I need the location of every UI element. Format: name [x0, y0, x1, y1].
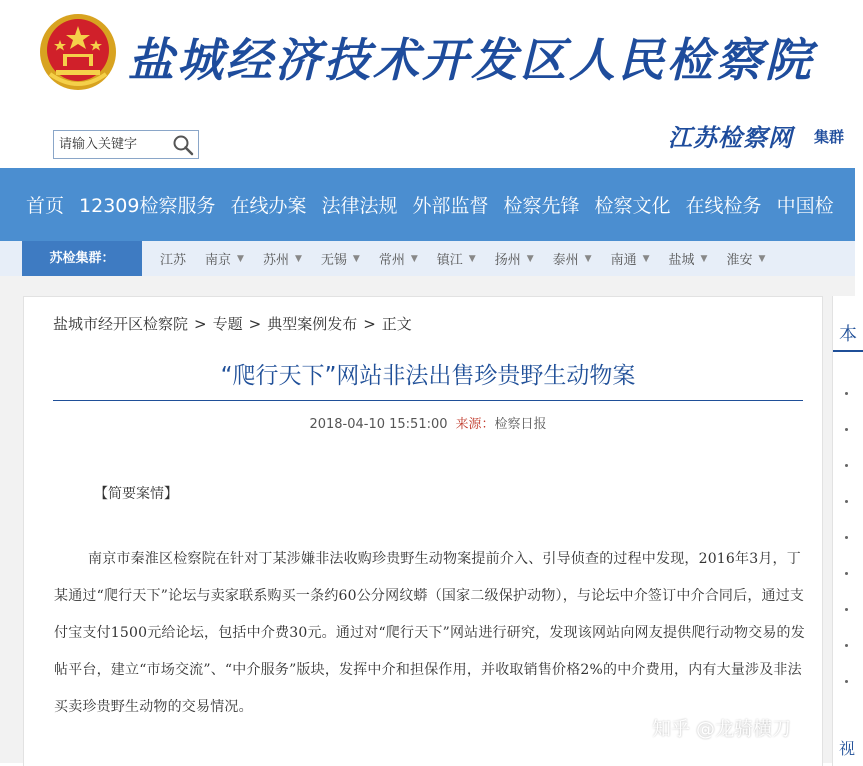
nav-item-china[interactable]: 中国检	[776, 195, 834, 217]
sidebar-divider	[833, 350, 863, 352]
sub-nav-item-zhenjiang[interactable]: 镇江 ▼	[436, 253, 476, 268]
dropdown-arrow-icon: ▼	[758, 253, 766, 264]
dropdown-arrow-icon: ▼	[700, 253, 708, 264]
dropdown-arrow-icon: ▼	[468, 253, 476, 264]
sub-nav-item-taizhou[interactable]: 泰州 ▼	[552, 253, 592, 268]
dropdown-arrow-icon: ▼	[410, 253, 418, 264]
nav-item-online-case[interactable]: 在线办案	[230, 195, 307, 217]
watermark: 知乎 @龙骑横刀	[652, 718, 792, 740]
dropdown-arrow-icon: ▼	[352, 253, 360, 264]
article-source: 检察日报	[494, 417, 547, 432]
sub-nav-item-nantong[interactable]: 南通 ▼	[610, 253, 650, 268]
sub-nav-item-changzhou[interactable]: 常州 ▼	[378, 253, 418, 268]
breadcrumb-item-home[interactable]: 盐城市经开区检察院	[53, 315, 189, 333]
article-meta	[53, 413, 803, 432]
sidebar-list-item[interactable]	[845, 608, 848, 611]
sub-nav-item-nanjing[interactable]: 南京 ▼	[205, 253, 244, 268]
sub-nav-item-huaian[interactable]: 淮安 ▼	[726, 253, 766, 268]
breadcrumb-separator: >	[194, 315, 207, 333]
breadcrumb-separator: >	[363, 315, 376, 333]
site-title: 盐城经济技术开发区人民检察院	[128, 33, 814, 87]
sub-nav-label: 苏检集群：	[22, 241, 142, 276]
sidebar-heading: 本	[839, 324, 857, 345]
article-datetime: 2018-04-10 15:51:00	[309, 417, 448, 432]
nav-item-culture[interactable]: 检察文化	[594, 195, 671, 217]
dropdown-arrow-icon: ▼	[237, 253, 244, 264]
sub-nav-item-yancheng[interactable]: 盐城 ▼	[668, 253, 708, 268]
sidebar-list-item[interactable]	[845, 644, 848, 647]
sidebar-footer-heading: 视	[839, 739, 856, 758]
partner-site-logo[interactable]: 江苏检察网	[668, 123, 793, 152]
dropdown-arrow-icon: ▼	[526, 253, 534, 264]
dropdown-arrow-icon: ▼	[642, 253, 650, 264]
nav-item-12309[interactable]: 12309检察服务	[79, 195, 216, 217]
sidebar-list-item[interactable]	[845, 536, 848, 539]
national-emblem-icon	[38, 12, 118, 92]
breadcrumb-item-topic[interactable]: 专题	[212, 315, 243, 333]
article-panel	[23, 296, 823, 766]
search-icon[interactable]	[172, 134, 194, 156]
sidebar-list-item[interactable]	[845, 392, 848, 395]
dropdown-arrow-icon: ▼	[584, 253, 592, 264]
sub-nav-item-jiangsu[interactable]: 江苏	[160, 253, 187, 268]
article-title: “爬行天下”网站非法出售珍贵野生动物案	[220, 363, 636, 389]
source-label: 来源：	[455, 417, 495, 432]
breadcrumb-item-current: 正文	[381, 315, 412, 333]
nav-item-pioneer[interactable]: 检察先锋	[503, 195, 580, 217]
sub-nav-item-yangzhou[interactable]: 扬州 ▼	[494, 253, 534, 268]
site-header	[0, 0, 855, 168]
right-sidebar	[832, 296, 862, 766]
partner-site-suffix: 集群	[814, 128, 845, 146]
dropdown-arrow-icon: ▼	[294, 253, 302, 264]
title-divider	[53, 400, 803, 401]
breadcrumb	[53, 313, 412, 334]
main-nav	[0, 168, 855, 241]
search-box	[53, 130, 199, 159]
sidebar-list-item[interactable]	[845, 428, 848, 431]
sub-nav-item-suzhou[interactable]: 苏州 ▼	[262, 253, 302, 268]
sub-nav	[0, 241, 855, 276]
nav-item-laws[interactable]: 法律法规	[321, 195, 398, 217]
sidebar-list-item[interactable]	[845, 464, 848, 467]
nav-item-home[interactable]: 首页	[26, 195, 65, 217]
section-heading: 【简要案情】	[94, 486, 178, 502]
nav-item-online-affairs[interactable]: 在线检务	[685, 195, 762, 217]
nav-item-supervision[interactable]: 外部监督	[412, 195, 489, 217]
sub-nav-item-wuxi[interactable]: 无锡 ▼	[320, 253, 360, 268]
sub-nav-items	[160, 241, 784, 276]
breadcrumb-item-cases[interactable]: 典型案例发布	[267, 315, 358, 333]
content-area	[0, 276, 855, 763]
breadcrumb-separator: >	[248, 315, 262, 333]
sidebar-list-item[interactable]	[845, 572, 848, 575]
sidebar-list-item[interactable]	[845, 500, 848, 503]
search-input[interactable]	[54, 131, 172, 158]
article-body: 南京市秦淮区检察院在针对丁某涉嫌非法收购珍贵野生动物案提前介入、引导侦查的过程中发现，2016年3月，丁某通过“爬行天下”论坛与卖家联系购买一条约60公分网纹蟒（国家二级保护动物），与论坛中介签订中介合同后，通过支付宝支付1500元给论坛，包括中介费30元。通过对“爬行天下”网站进行研究，发现该网站向网友提供爬行动物交易的发帖平台，建立“市场交流”、“中介服务”版块，发挥中介和担保作用，并收取销售价格2%的中介费用，内有大量涉及非法买卖珍贵野生动物的交易情况。	[54, 551, 805, 715]
sidebar-list-item[interactable]	[845, 680, 848, 683]
